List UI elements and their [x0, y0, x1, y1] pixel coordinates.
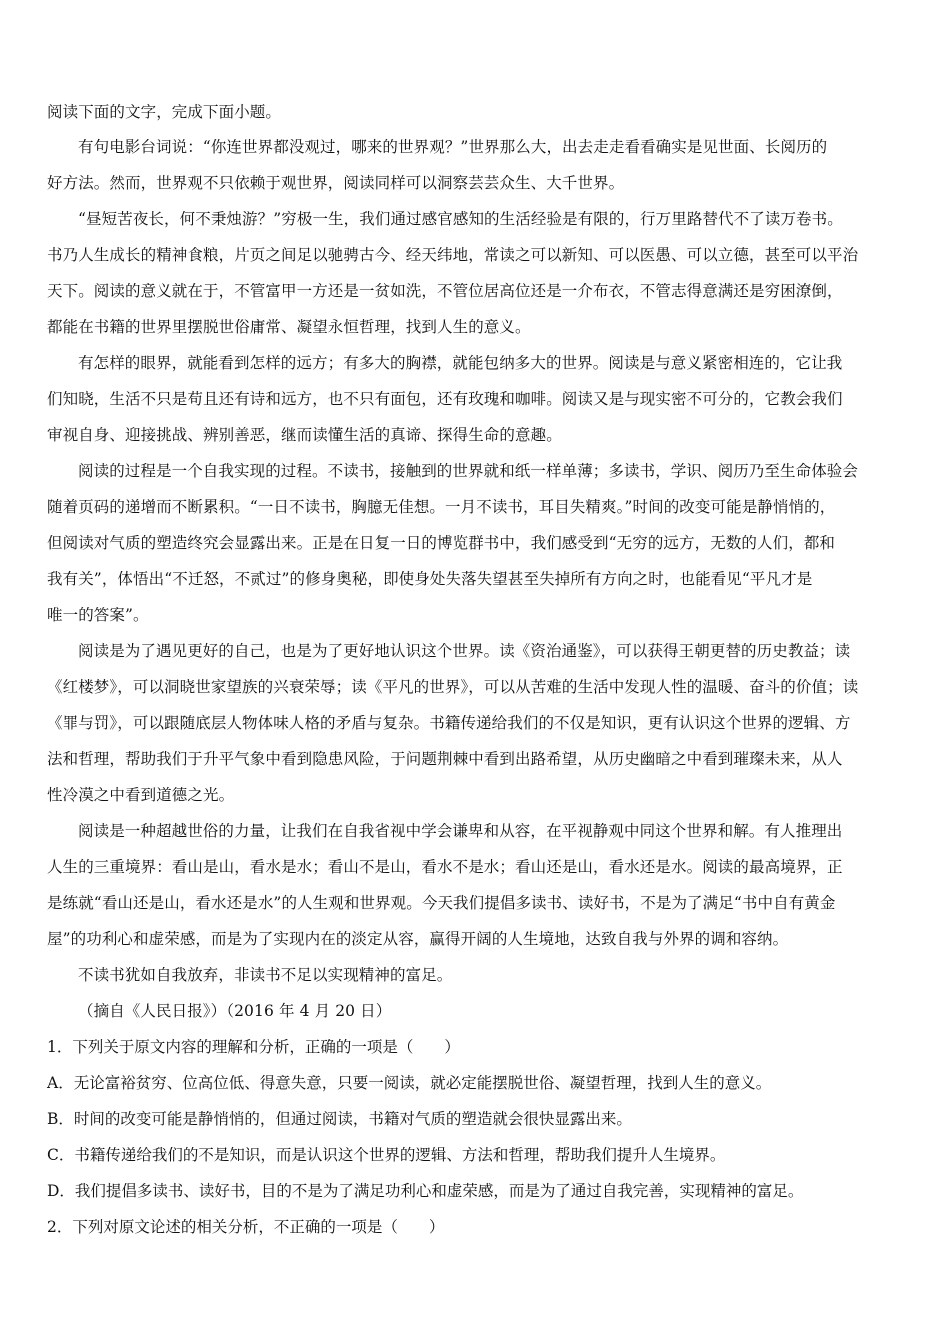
para2-line4: 都能在书籍的世界里摆脱世俗庸常、凝望永恒哲理，找到人生的意义。: [47, 318, 531, 336]
question-1-option-b[interactable]: B．时间的改变可能是静悄悄的，但通过阅读，书籍对气质的塑造就会很快显露出来。: [47, 1110, 632, 1128]
para6-line2: 人生的三重境界：看山是山，看水是水；看山不是山，看水不是水；看山还是山，看水还是水。阅读的最高境界，正: [47, 858, 843, 876]
source-citation: （摘自《人民日报》）（2016 年 4 月 20 日）: [78, 1002, 392, 1020]
para4-line4: 我有关”，体悟出“不迁怒，不贰过”的修身奥秘，即使身处失落失望甚至失掉所有方向之时，也能看见“平凡才是: [47, 570, 813, 588]
para5-line5: 性冷漠之中看到道德之光。: [47, 786, 235, 804]
para4-line1: 阅读的过程是一个自我实现的过程。不读书，接触到的世界就和纸一样单薄；多读书，学识、阅历乃至生命体验会: [78, 462, 859, 480]
para5-line2: 《红楼梦》，可以洞晓世家望族的兴衰荣辱；读《平凡的世界》，可以从苦难的生活中发现人性的温暖、奋斗的价值；读: [47, 678, 859, 696]
para4-line5: 唯一的答案”。: [47, 606, 149, 624]
para4-line2: 随着页码的递增而不断累积。“一日不读书，胸臆无佳想。一月不读书，耳目失精爽。”时间的改变可能是静悄悄的，: [47, 498, 836, 516]
para6-line3: 是练就“看山还是山，看水还是水”的人生观和世界观。今天我们提倡多读书、读好书，不是为了满足“书中自有黄金: [47, 894, 836, 912]
question-1-option-c[interactable]: C．书籍传递给我们的不是知识，而是认识这个世界的逻辑、方法和哲理，帮助我们提升人生境界。: [47, 1146, 726, 1164]
para5-line1: 阅读是为了遇见更好的自己，也是为了更好地认识这个世界。读《资治通鉴》，可以获得王朝更替的历史教益；读: [78, 642, 851, 660]
para2-line3: 天下。阅读的意义就在于，不管富甲一方还是一贫如洗，不管位居高位还是一介布衣，不管志得意满还是穷困潦倒，: [47, 282, 843, 300]
para6-line4: 屋”的功利心和虚荣感，而是为了实现内在的淡定从容，赢得开阔的人生境地，达致自我与外界的调和容纳。: [47, 930, 789, 948]
para4-line3: 但阅读对气质的塑造终究会显露出来。正是在日复一日的博览群书中，我们感受到“无穷的远方，无数的人们，都和: [47, 534, 836, 552]
para2-line2: 书乃人生成长的精神食粮，片页之间足以驰骋古今、经天纬地，常读之可以新知、可以医愚、可以立德，甚至可以平治: [47, 246, 859, 264]
para1-line2: 好方法。然而，世界观不只依赖于观世界，阅读同样可以洞察芸芸众生、大千世界。: [47, 174, 625, 192]
para1-line1: 有句电影台词说：“你连世界都没观过，哪来的世界观？”世界那么大，出去走走看看确实是见世面、长阅历的: [78, 138, 828, 156]
question-1-option-d[interactable]: D．我们提倡多读书、读好书，目的不是为了满足功利心和虚荣感，而是为了通过自我完善，实现精神的富足。: [47, 1182, 804, 1200]
question-2-stem: 2．下列对原文论述的相关分析，不正确的一项是（ ）: [47, 1218, 445, 1236]
para5-line4: 法和哲理，帮助我们于升平气象中看到隐患风险，于问题荆棘中看到出路希望，从历史幽暗之中看到璀璨未来，从人: [47, 750, 843, 768]
para3-line2: 们知晓，生活不只是苟且还有诗和远方，也不只有面包，还有玫瑰和咖啡。阅读又是与现实密不可分的，它教会我们: [47, 390, 843, 408]
para6-line1: 阅读是一种超越世俗的力量，让我们在自我省视中学会谦卑和从容，在平视静观中同这个世界和解。有人推理出: [78, 822, 843, 840]
intro-instruction: 阅读下面的文字，完成下面小题。: [47, 103, 282, 121]
para2-line1: “昼短苦夜长，何不秉烛游？”穷极一生，我们通过感官感知的生活经验是有限的，行万里路替代不了读万卷书。: [78, 210, 843, 228]
question-1-stem: 1．下列关于原文内容的理解和分析，正确的一项是（ ）: [47, 1038, 460, 1056]
para5-line3: 《罪与罚》，可以跟随底层人物体味人格的矛盾与复杂。书籍传递给我们的不仅是知识，更有认识这个世界的逻辑、方: [47, 714, 851, 732]
para7-line1: 不读书犹如自我放弃，非读书不足以实现精神的富足。: [78, 966, 453, 984]
para3-line3: 审视自身、迎接挑战、辨别善恶，继而读懂生活的真谛、探得生命的意趣。: [47, 426, 562, 444]
question-1-option-a[interactable]: A．无论富裕贫穷、位高位低、得意失意，只要一阅读，就必定能摆脱世俗、凝望哲理，找到人生的意义。: [47, 1074, 772, 1092]
para3-line1: 有怎样的眼界，就能看到怎样的远方；有多大的胸襟，就能包纳多大的世界。阅读是与意义紧密相连的，它让我: [78, 354, 843, 372]
